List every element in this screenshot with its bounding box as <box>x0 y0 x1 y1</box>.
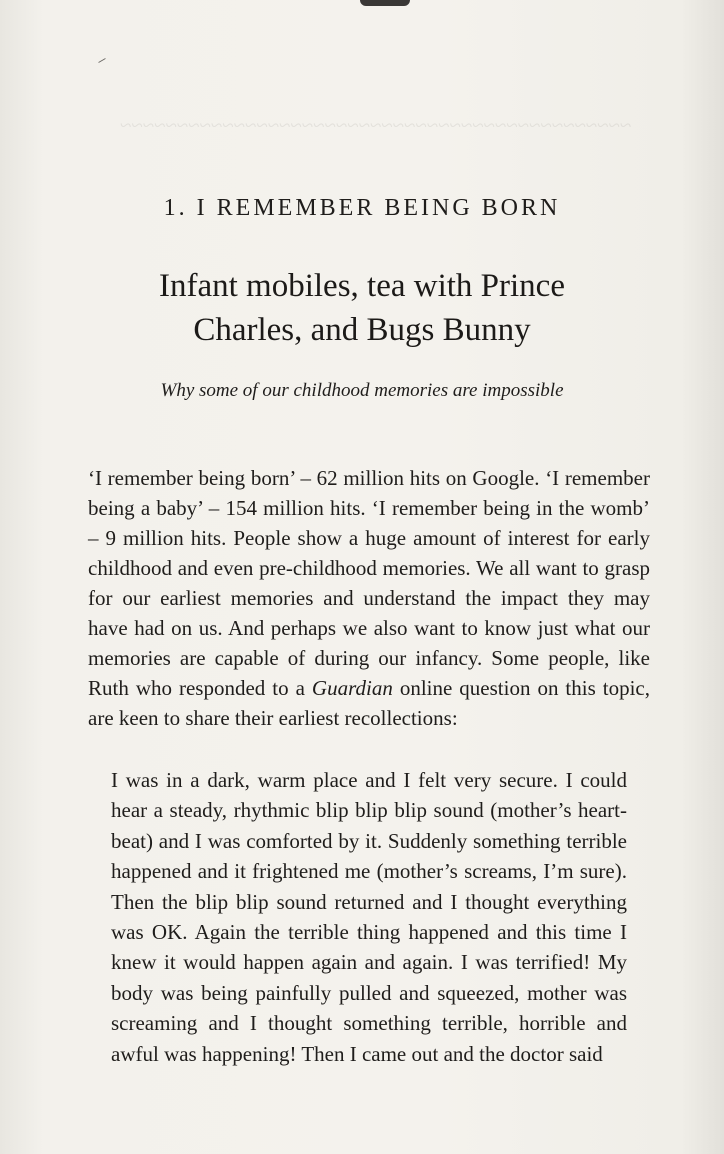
body-paragraph <box>88 463 650 733</box>
chapter-title-line-1: Infant mobiles, tea with Prince <box>159 268 565 304</box>
page-mark <box>98 58 105 63</box>
chapter-subtitle: Why some of our childhood memories are impossible <box>160 380 564 401</box>
chapter-title <box>0 264 724 352</box>
body-text-italic: Guardian <box>311 676 393 700</box>
body-text-end: online question on this topic, are keen to share their earliest recollections: <box>88 676 650 730</box>
body-text-start: ‘I remember being born’ – 62 million hits on Google. ‘I remember being a baby’ – 154 million hits. ‘I remember being in the womb’ – 9 million hits. People show a huge amount of interest for early childhood and even pre-childhood memories. We all want to grasp for our earliest memories and understand the impact they may have had on us. And perhaps we also want to know just what our memories are capable of during our infancy. Some people, like Ruth who responded to a <box>88 466 650 700</box>
page-edge-shadow <box>360 0 410 6</box>
chapter-heading: 1. I REMEMBER BEING BORN <box>163 195 561 221</box>
block-quote <box>111 765 627 1069</box>
show-through-text: ~~~~~~~~~~~~~~~~~~~~~~~~~~~~~~~~~~~~~~~~~~~~~ <box>120 113 632 137</box>
chapter-title-line-2: Charles, and Bugs Bunny <box>193 312 531 348</box>
quote-text: I was in a dark, warm place and I felt very secure. I could hear a steady, rhythmic blip blip blip sound (mother’s heart-beat) and I was comforted by it. Suddenly something terrible happened and it frightened me (mother’s screams, I’m sure). Then the blip blip sound returned and I thought everything was OK. Again the terrible thing happened and this time I knew it would happen again and again. I was terrified! My body was being painfully pulled and squeezed, mother was screaming and I thought something terrible, horrible and awful was happening! Then I came out and the doctor said <box>111 768 627 1066</box>
